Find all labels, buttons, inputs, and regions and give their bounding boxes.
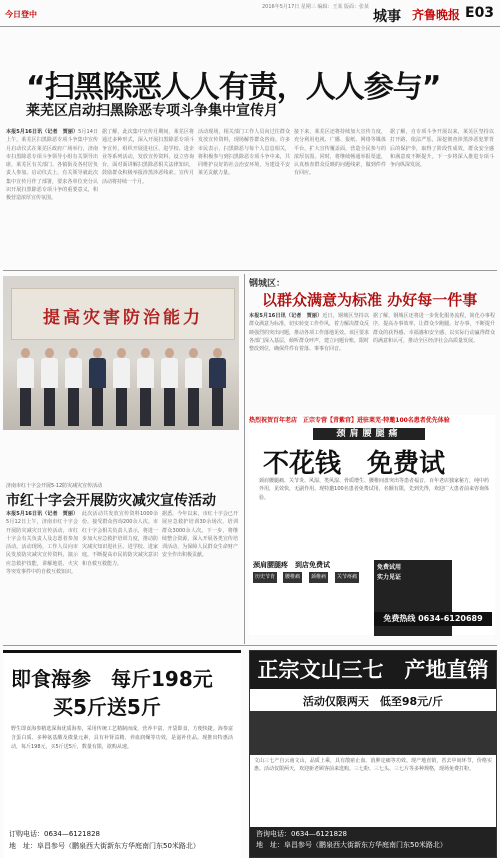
story3-kicker: 钢城区： [249, 279, 286, 289]
lead-column-4: 接下来，莱芜区还将持续加大宣传力度，充分利用电视、广播、报纸、网络等媒体平台，扩大宣传覆盖面，营造全民参与的浓厚氛围。同时，将继续畅通举报渠道，认真核查群众反映的问题线索，做到件件有回应。 [294, 129, 386, 177]
ad1-phone: 免费热线 0634-6120689 [374, 612, 492, 626]
page-header [0, 0, 500, 27]
lead-column-3: 活动现场，相关部门工作人员向过往群众发放宣传资料，现场解答群众咨询。许多市民表示，扫黑除恶与每个人息息相关，将积极参与到扫黑除恶专项斗争中来，共同维护良好的社会治安环境，为建设平安莱芜贡献力量。 [198, 129, 290, 177]
photo-person [161, 348, 178, 428]
story2-column-3: 据悉，今年以来，市红十字会已开展应急救护培训30余场次，培训群众3000余人次。下一步，将继续整合资源，深入开展各类宣传培训活动，为保障人民群众生命财产安全作出积极贡献。 [162, 511, 238, 559]
page-number: E03 [465, 5, 495, 21]
ad3-subheadline: 活动仅限两天 低至98元/斤 [302, 695, 444, 708]
ad2-contact [9, 828, 200, 852]
story2-text-1: 5月12日上午，济南市红十字会开展防灾减灾日宣传活动，市红十字会有关负责人及志愿者参加活动。活动现场，工作人员向市民发放防灾减灾宣传资料，演示应急救护技能，讲解地震、火灾等突发事件中的自救互救知识。 [6, 519, 78, 576]
issue-meta: 2016年5月17日 星期三 编辑：王某 版面：张某 [262, 4, 370, 10]
ad2-phone: 订购电话：0634—6121828 [9, 830, 100, 838]
lead-headline: “扫黑除恶人人有责，人人参与” [26, 70, 441, 105]
photo-person [17, 348, 34, 428]
photo-person [41, 348, 58, 428]
ad3-contact [250, 827, 496, 857]
photo-person [89, 348, 106, 428]
story3-column-1 [249, 312, 369, 410]
lead-subheadline: 莱芜区启动扫黑除恶专项斗争集中宣传月 [26, 103, 278, 119]
ad2-address: 地 址：阜昌参号（鹏泉西大街新东方华庭南门东50米路北） [9, 842, 200, 850]
advertisement-health [249, 415, 495, 635]
lead-text-1: 5月14日上午，莱芜区扫黑除恶专项斗争集中宣传月启动仪式在莱芜区政府广场举行，济南市扫黑除恶专项斗争领导小组有关领导出席，莱芜区有关部门、各镇街及各村居负责人参加。启动仪式上，有关领导就此次集中宣传月作了部署，要求各单位充分认识开展扫黑除恶专项斗争的重要意义，积极营造浓厚宣传氛围。 [6, 129, 98, 202]
story2-dateline: 本报5月16日讯（记者 贾丽） [6, 511, 78, 517]
ad1-tag: 关节疼痛 [335, 572, 359, 583]
photo-banner [11, 288, 235, 340]
story3-column-2: 据了解，钢城区还将进一步优化服务流程，简化办事程序，提高办事效率，让群众少跑腿、好办事，不断提升群众的获得感、幸福感和安全感，以实际行动赢得群众的满意和认可，推动全区经济社会高质量发展。 [373, 313, 495, 344]
photo-person [185, 348, 202, 428]
story3-text-1: 近日，钢城区坚持以群众满意为标准，切实转变工作作风，着力解决群众反映强烈的突出问题，推动各项工作落地见效。该区要求各部门深入基层，倾听群众呼声，建立问题台账，限时整改到位，确保件件有着落、事事有回音。 [249, 313, 369, 353]
photo-person [113, 348, 130, 428]
lead-column-1 [6, 128, 98, 266]
photo-person [137, 348, 154, 428]
ad1-body: 颈肩腰腿痛、关节炎、风湿、类风湿、骨质增生、腰椎间盘突出等患者福音，百年老店独家秘方，纯中药外用，见效快，无副作用。现特邀100名患者免费试用，名额有限，先到先得，欢迎广大患者前来咨询体验。 [259, 478, 489, 501]
story2-headline: 市红十字会开展防灾减灾宣传活动 [6, 493, 216, 509]
story2-column-1 [6, 510, 78, 642]
ad1-side-text: 免费试用 实力见证 [374, 560, 452, 636]
photo-caption: 济南市红十字会开展5·12防灾减灾宣传活动 [6, 483, 103, 489]
lead-dateline: 本报5月16日讯（记者 贾丽） [6, 129, 79, 135]
ad1-tag: 颈椎病 [309, 572, 328, 583]
ad1-headline: 不花钱 免费试 [263, 449, 446, 479]
story3-headline: 以群众满意为标准 办好每一件事 [262, 291, 478, 309]
photo-person [209, 348, 226, 428]
photo-person [65, 348, 82, 428]
story2-column-2: 此次活动共发放宣传资料1000余份，接受群众咨询200余人次。市红十字会相关负责人表示，将进一步加大应急救护培训力度，推动防灾减灾知识进社区、进学校、进家庭，不断提高市民的防灾减灾意识和自救互救能力。 [82, 511, 158, 567]
section-name: 城事 [373, 9, 401, 25]
advertisement-sea-cucumber [3, 650, 241, 859]
story3-dateline: 本报5月16日讯（记者 贾丽） [249, 313, 323, 319]
ad2-headline: 即食海参 每斤198元 [11, 667, 213, 691]
advertisement-sanqi [249, 650, 497, 858]
ad1-top-line: 热烈祝贺百年老店 正宗专营【青紫宫】进驻莱芜·特邀100名患者优先体验 [249, 417, 450, 424]
ad3-address: 地 址：阜昌参号（鹏泉西大街新东方华庭南门东50米路北） [256, 841, 447, 849]
divider [3, 645, 497, 646]
news-photo [3, 276, 239, 430]
edition-label: 今日登中 [5, 10, 37, 19]
divider [3, 270, 497, 271]
ad1-tag: 历史节肯 [253, 572, 277, 583]
ad1-tag: 腰椎痛 [283, 572, 302, 583]
lead-column-2: 据了解，此次集中宣传月期间，莱芜区将通过多种形式，深入开展扫黑除恶专项斗争宣传，组织开展进社区、进学校、进企业等系列活动，发放宣传资料，设立咨询台，面对面讲解扫黑除恶相关法律知识，鼓励群众积极举报涉黑涉恶线索。宣传月活动将持续一个月。 [102, 129, 194, 185]
ad2-subheadline: 买5斤送5斤 [53, 695, 161, 719]
ad1-title-bar: 颈肩腰腿痛 [313, 428, 425, 440]
lead-column-5: 据了解，自专项斗争开展以来，莱芜区坚持以打开路、依法严惩，深挖彻查涉黑涉恶犯罪背后的保护伞，取得了阶段性成效，群众安全感和满意度不断提升。下一步将深入推进专项斗争向纵深发展。 [390, 129, 494, 169]
photo-banner-text: 提高灾害防治能力 [43, 308, 203, 328]
ad1-subhead: 颈肩腰腿疼 到店免费试 [253, 561, 330, 569]
ad2-body: 野生即食海参精选深海优质海参，采用传统工艺精制而成，营养丰富，开袋即食，方便快捷。海参富含蛋白质、多种氨基酸及微量元素，具有补肾益精、养血润燥等功效，是滋补佳品。现推出特惠活动，每斤198元，买5斤送5斤，数量有限，欲购从速。 [11, 726, 233, 750]
ad3-phone: 咨询电话：0634—6121828 [256, 830, 347, 838]
ad3-body: 文山三七产自云南文山，品质上乘，具有散瘀止血、消肿定痛等功效。现产地直销，省去中间环节，价格实惠。活动仅限两天，欢迎新老顾客前来选购。三七粉、三七头、三七片等多种规格，现场免费打粉。 [254, 758, 492, 773]
newspaper-logo: 齐鲁晚报 [412, 8, 461, 22]
ad3-dark-band [250, 711, 496, 755]
ad3-headline: 正宗文山三七 产地直销 [250, 651, 496, 689]
divider [244, 274, 245, 644]
